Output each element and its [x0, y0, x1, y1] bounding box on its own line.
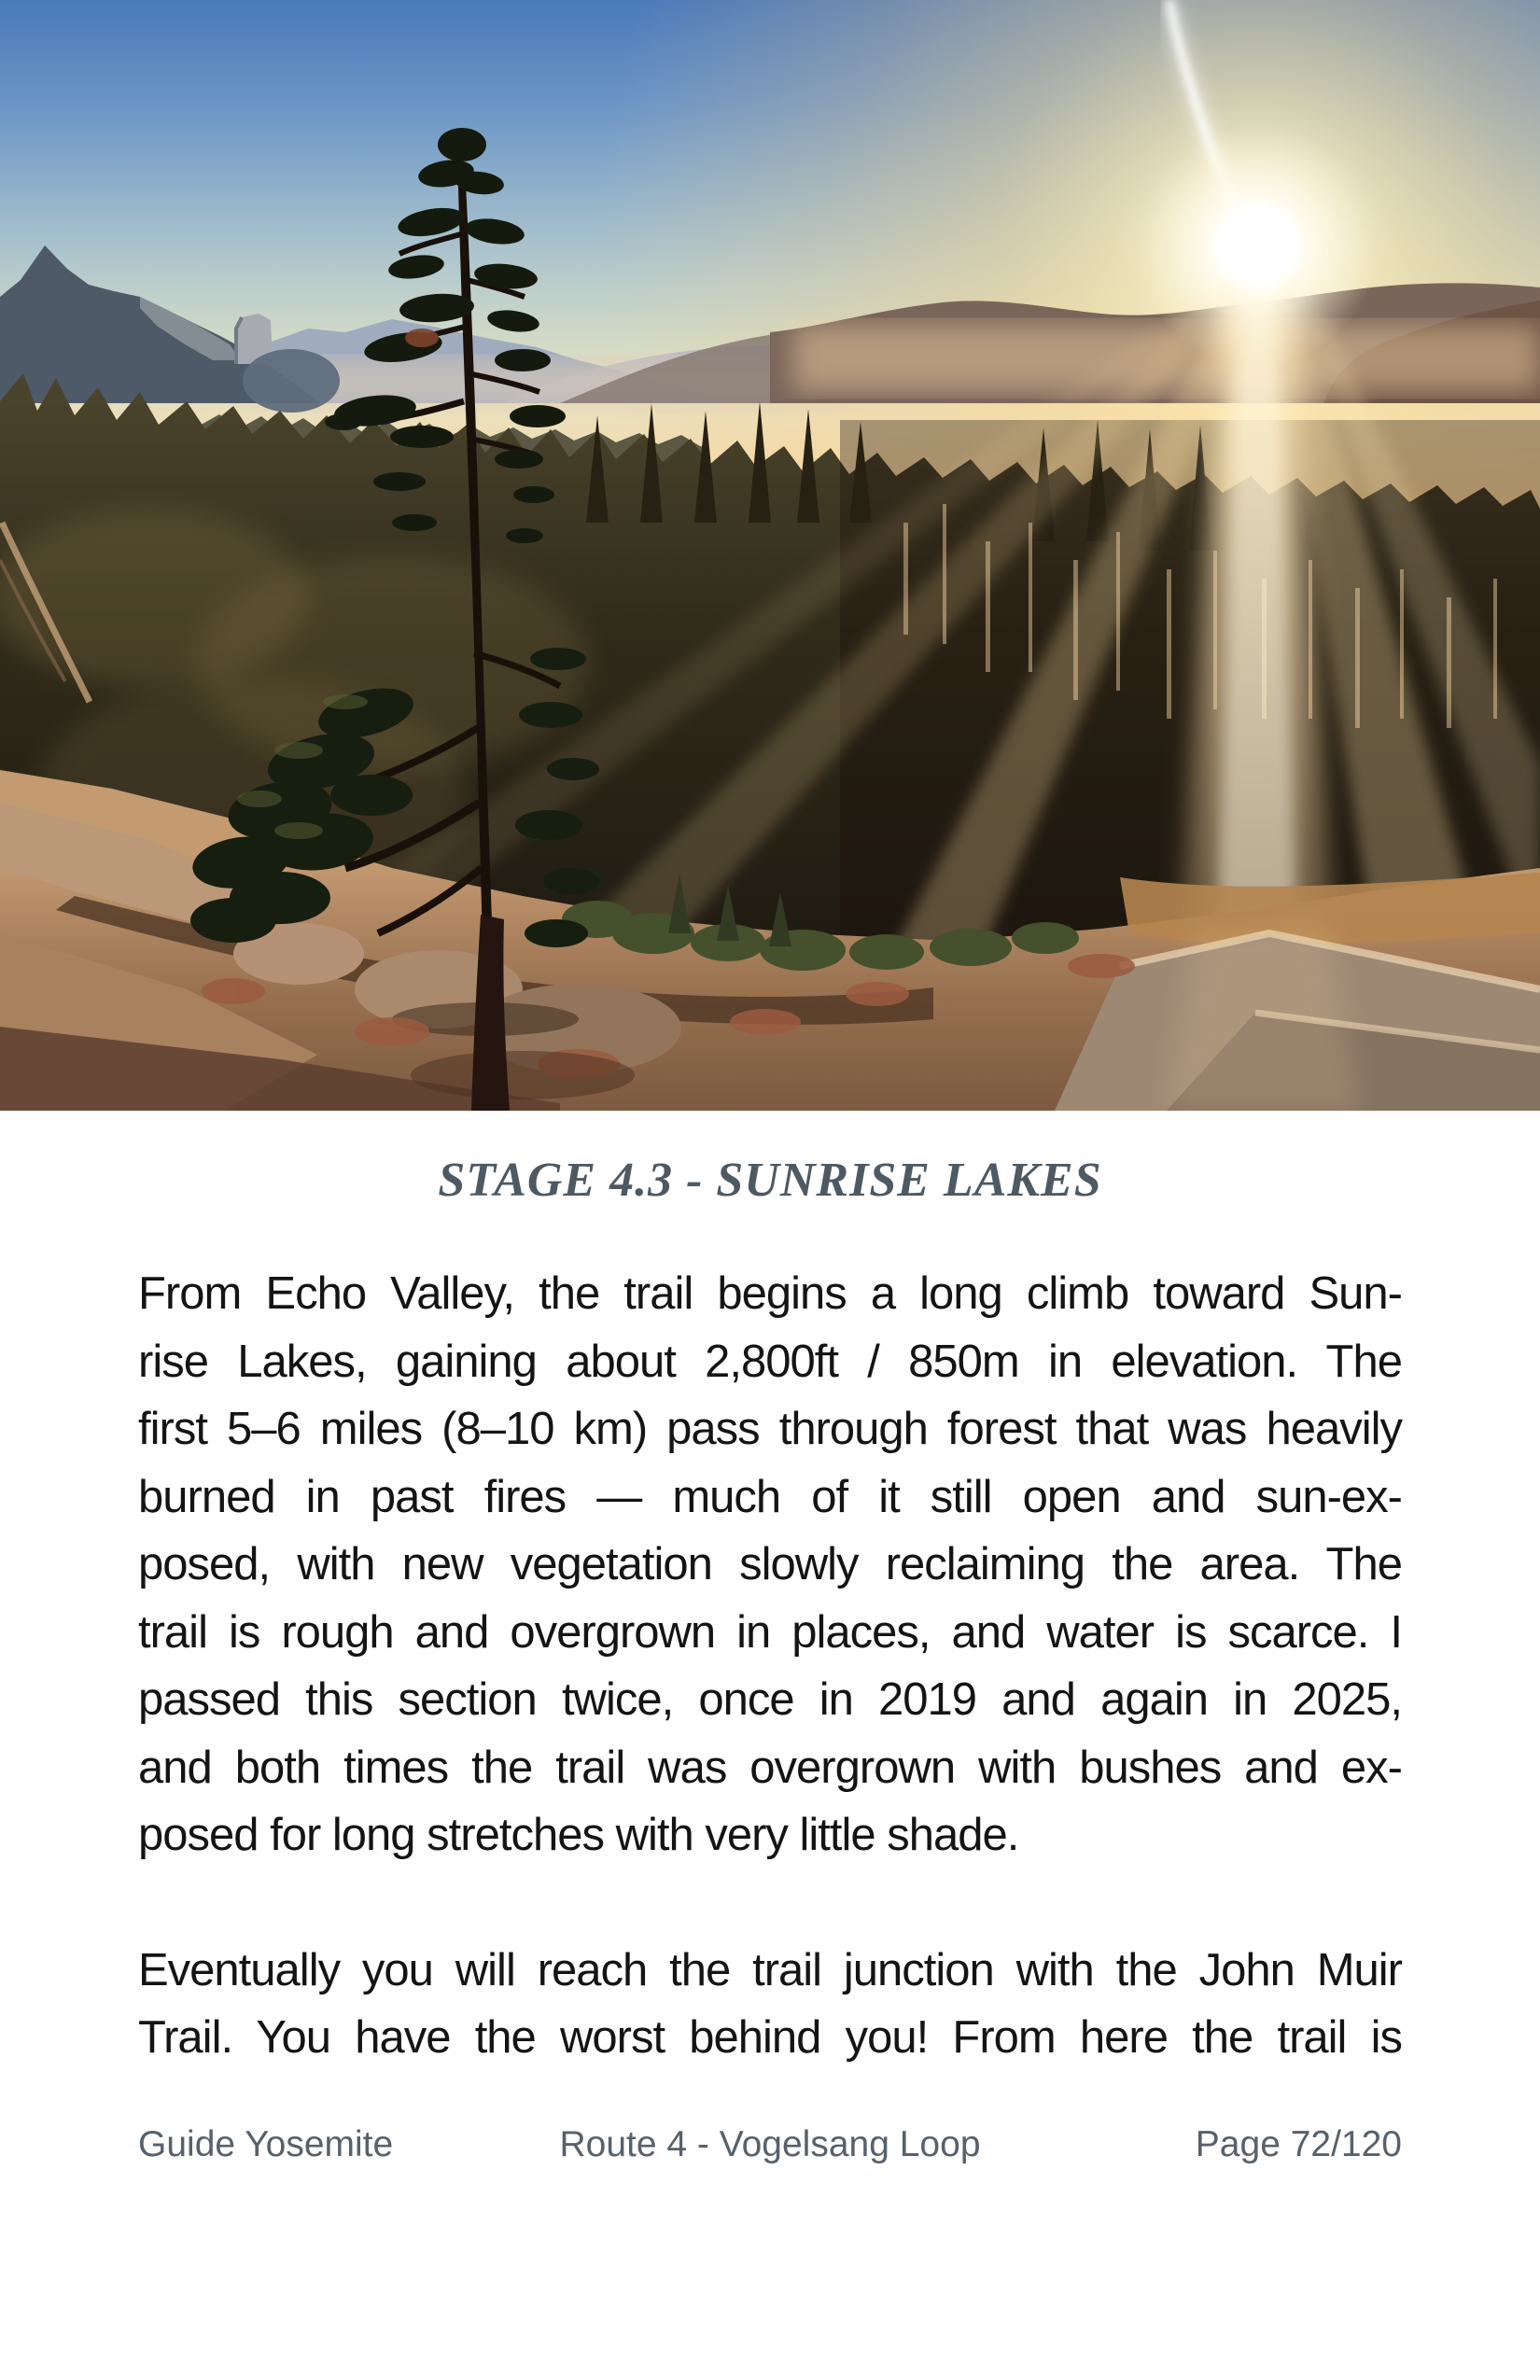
sunset-photo: [0, 0, 1540, 1111]
text-line: Eventually you will reach the trail junction with the John Muir: [138, 1944, 1402, 1995]
text-line: and both times the trail was overgrown with bushes and ex-: [138, 1742, 1402, 1793]
dome-hill: [243, 349, 340, 413]
paragraph-1: [138, 1260, 1402, 1869]
text-line: From Echo Valley, the trail begins a long climb toward Sun-: [138, 1268, 1402, 1319]
tree-shadow: [411, 1051, 635, 1099]
text-line: Trail. You have the worst behind you! From here the trail is: [138, 2012, 1402, 2063]
page-title: STAGE 4.3 - SUNRISE LAKES: [438, 1154, 1102, 1207]
sunset-photo-illustration: [0, 0, 1540, 1111]
body-text: [138, 1260, 1402, 2072]
footer-route-title: Route 4 - Vogelsang Loop: [559, 2124, 981, 2164]
text-line: first 5–6 miles (8–10 km) pass through forest that was heavily: [138, 1404, 1402, 1454]
text-line: burned in past fires — much of it still open and sun-ex-: [138, 1471, 1402, 1522]
footer-page-number: Page 72/120: [1195, 2124, 1402, 2164]
footer-book-title: Guide Yosemite: [138, 2124, 394, 2164]
text-line: posed, with new vegetation slowly reclaiming the area. The: [138, 1539, 1402, 1589]
text-line: trail is rough and overgrown in places, and water is scarce. I: [138, 1606, 1402, 1658]
text-line: posed for long stretches with very little shade.: [138, 1810, 1019, 1860]
page-footer: [138, 2121, 1402, 2169]
sun-disc: [1228, 217, 1286, 274]
text-line: rise Lakes, gaining about 2,800ft / 850m in elevation. The: [138, 1336, 1402, 1387]
paragraph-2: [138, 1937, 1402, 2072]
rust-foliage-patch: [405, 329, 439, 347]
text-line: passed this section twice, once in 2019 and again in 2025,: [138, 1674, 1402, 1725]
